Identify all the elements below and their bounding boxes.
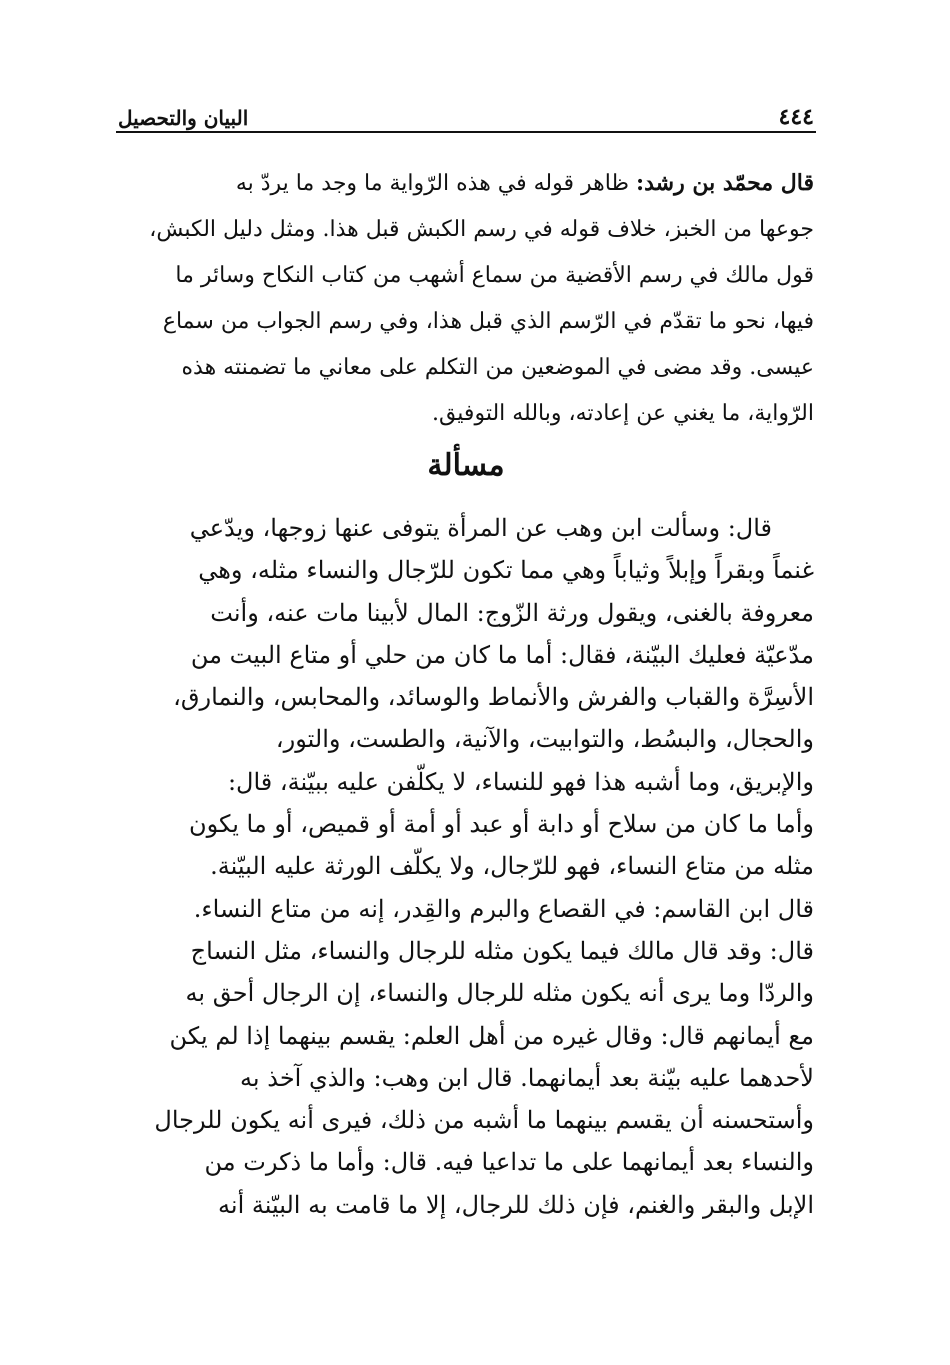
- text-line: الرّواية، ما يغني عن إعادته، وبالله التوفيق.: [431, 401, 814, 426]
- page-number: ٤٤٤: [778, 104, 814, 130]
- text-line: مدّعيّة فعليك البيّنة، فقال: أما ما كان من حلي أو متاع البيت من: [190, 640, 814, 669]
- question-paragraph: [118, 507, 814, 1226]
- text-line: معروفة بالغنى، ويقول ورثة الزّوج: المال لأبينا مات عنه، وأنت: [210, 598, 814, 627]
- section-heading: مسألة: [427, 448, 505, 483]
- text-line: والإبريق، وما أشبه هذا فهو للنساء، لا يكلّفن عليه ببيّنة، قال:: [227, 767, 814, 796]
- text-line: قال ابن القاسم: في القصاع والبرم والقِدر، إنه من متاع النساء.: [193, 894, 814, 923]
- text-line: قال: وسألت ابن وهب عن المرأة يتوفى عنها زوجها، ويدّعي: [189, 514, 772, 542]
- text-line: جوعها من الخبز، خلاف قوله في رسم الكبش قبل هذا. ومثل دليل الكبش،: [149, 217, 814, 242]
- text-line: [118, 160, 814, 207]
- text-line: والحجال، والبسُط، والتوابيت، والآنية، والطست، والتور،: [275, 725, 814, 754]
- text-line: الإبل والبقر والغنم، فإن ذلك للرجال، إلا ما قامت به البيّنة أنه: [218, 1190, 814, 1219]
- text-line: فيها، نحو ما تقدّم في الرّسم الذي قبل هذا، وفي رسم الجواب من سماع: [162, 309, 814, 334]
- text-line: غنماً وبقراً وإبلاً وثياباً وهي مما تكون للرّجال والنساء مثله، وهي: [198, 556, 814, 585]
- book-title: البيان والتحصيل: [118, 106, 249, 130]
- line-text: ظاهر قوله في هذه الرّواية ما وجد ما يردّ به: [235, 171, 629, 196]
- text-line: والنساء بعد أيمانهما على ما تداعيا فيه. قال: وأما ما ذكرت من: [204, 1148, 814, 1177]
- text-line: قول مالك في رسم الأقضية من سماع أشهب من كتاب النكاح وسائر ما: [175, 263, 814, 288]
- text-line: عيسى. وقد مضى في الموضعين من التكلم على معاني ما تضمنته هذه: [181, 355, 814, 380]
- speaker-label: قال محمّد بن رشد:: [635, 170, 814, 196]
- commentary-paragraph: [118, 160, 814, 437]
- text-line: وأما ما كان من سلاح أو دابة أو عبد أو أمة أو قميص، أو ما يكون: [188, 810, 814, 839]
- text-line: مع أيمانهم قال: وقال غيره من أهل العلم: يقسم بينهما إذا لم يكن: [169, 1021, 814, 1050]
- text-line: لأحدهما عليه بيّنة بعد أيمانهما. قال ابن وهب: والذي آخذ به: [240, 1063, 814, 1092]
- text-line: والردّا وما يرى أنه يكون مثله للرجال والنساء، إن الرجال أحق به: [185, 979, 814, 1008]
- header-rule: [116, 131, 816, 133]
- text-line: الأسِرَّة والقباب والفرش والأنماط والوسائد، والمحابس، والنمارق،: [173, 683, 814, 712]
- running-head: [118, 96, 814, 130]
- text-line: مثله من متاع النساء، فهو للرّجال، ولا يكلّف الورثة عليه البيّنة.: [210, 852, 814, 881]
- text-line: قال: وقد قال مالك فيما يكون مثله للرجال والنساء، مثل النساج: [190, 936, 814, 965]
- text-line: وأستحسنه أن يقسم بينهما ما أشبه من ذلك، فيرى أنه يكون للرجال: [154, 1106, 814, 1135]
